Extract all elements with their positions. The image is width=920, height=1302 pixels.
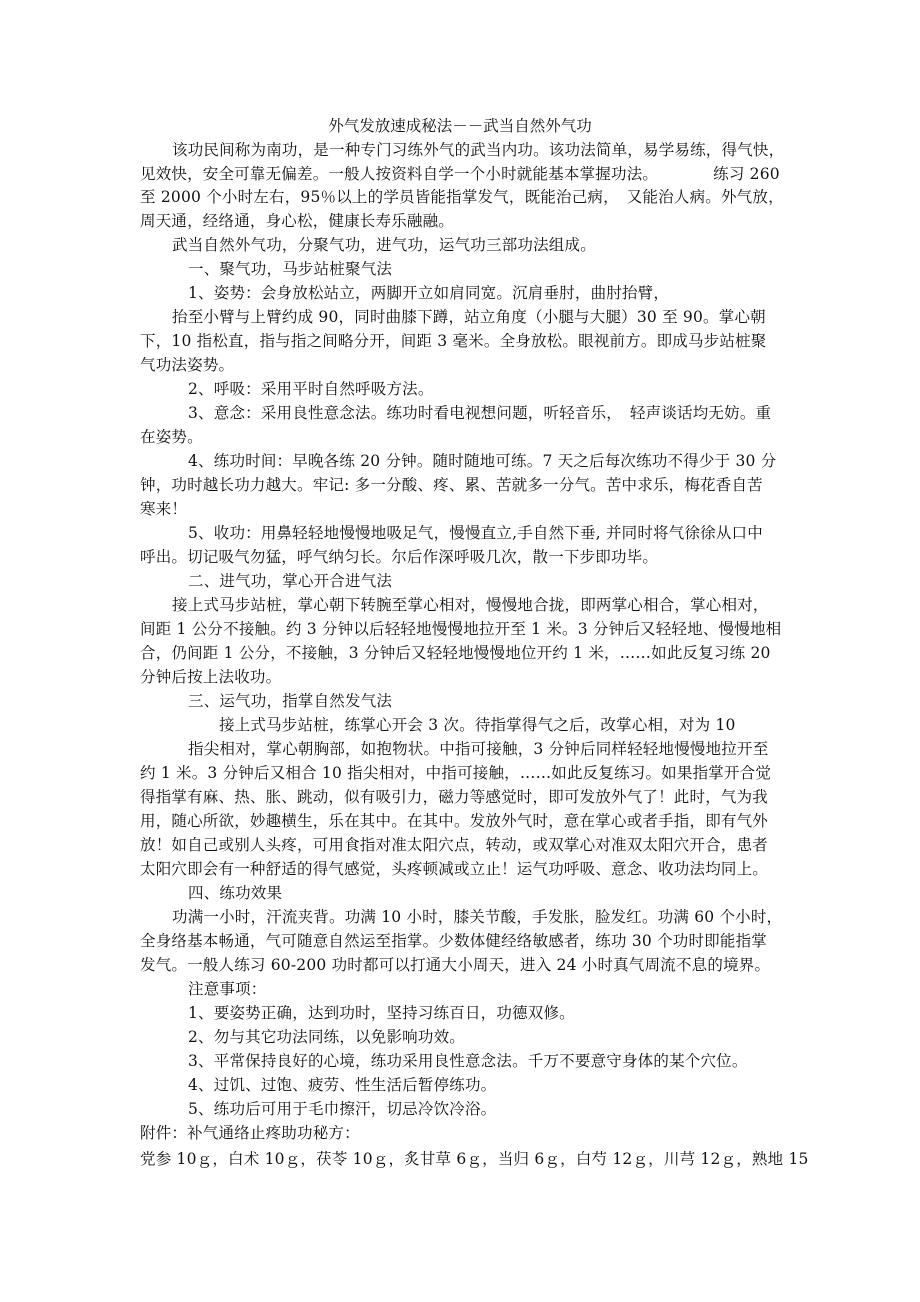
paragraph-line: 见效快，安全可靠无偏差。一般人按资料自学一个小时就能基本掌握功法。 练习 260 <box>140 165 780 183</box>
list-item: 1、要姿势正确，达到功时，坚持习练百日，功德双修。 <box>188 1004 575 1022</box>
paragraph-line: 接上式马步站桩，练掌心开会 3 次。待指掌得气之后，改掌心相，对为 10 <box>219 716 736 734</box>
paragraph-line: 接上式马步站桩，掌心朝下转腕至掌心相对，慢慢地合拢，即两掌心相合，掌心相对， <box>172 596 769 614</box>
paragraph-line: 寒来！ <box>140 500 188 518</box>
paragraph-line: 3、意念：采用良性意念法。练功时看电视想问题，听轻音乐， 轻声谈话均无妨。重 <box>188 404 772 422</box>
paragraph-line: 党参 10ｇ，白术 10ｇ，茯苓 10ｇ，炙甘草 6ｇ，当归 6ｇ，白芍 12ｇ，川芎 12ｇ，熟地 15 <box>140 1150 809 1168</box>
paragraph-line: 用，随心所欲，妙趣横生，乐在其中。在其中。发放外气时，意在掌心或者手指，即有气外 <box>140 812 769 830</box>
appendix-heading: 附件：补气通络止疼助功秘方： <box>140 1124 360 1142</box>
paragraph-line: 指尖相对，掌心朝胸部，如抱物状。中指可接触，3 分钟后同样轻轻地慢慢地拉开至 <box>188 740 769 758</box>
list-item: 3、平常保持良好的心境，练功采用良性意念法。千万不要意守身体的某个穴位。 <box>188 1052 748 1070</box>
paragraph-line: 1、姿势：会身放松站立，两脚开立如肩同宽。沉肩垂肘，曲肘抬臂， <box>188 284 670 302</box>
paragraph-line: 发气。一般人练习 60-200 功时都可以打通大小周天，进入 24 小时真气周流不息的境界。 <box>140 956 771 974</box>
paragraph-line: 5、收功：用鼻轻轻地慢慢地吸足气，慢慢直立,手自然下垂, 并同时将气徐徐从口中 <box>188 524 763 542</box>
paragraph-line: 太阳穴即会有一种舒适的得气感觉，头疼顿减或立止！运气功呼吸、意念、收功法均同上。 <box>140 860 769 878</box>
paragraph-line: 武当自然外气功，分聚气功，进气功，运气功三部功法组成。 <box>172 236 596 254</box>
section-heading: 四、练功效果 <box>188 884 283 902</box>
paragraph-line: 该功民间称为南功，是一种专门习练外气的武当内功。该功法简单，易学易练，得气快， <box>172 141 785 159</box>
paragraph-line: 在姿势。 <box>140 428 203 446</box>
list-item: 2、勿与其它功法同练，以免影响功效。 <box>188 1028 465 1046</box>
paragraph-line: 钟，功时越长功力越大。牢记: 多一分酸、疼、累、苦就多一分气。苦中求乐，梅花香自苦 <box>140 476 763 494</box>
paragraph-line: 下，10 指松直，指与指之间略分开，间距 3 毫米。全身放松。眼视前方。即成马步站桩聚 <box>140 332 767 350</box>
paragraph-line: 全身络基本畅通，气可随意自然运至指掌。少数体健经络敏感者，练功 30 个功时即能指掌 <box>140 932 767 950</box>
document-title: 外气发放速成秘法－－武当自然外气功 <box>328 117 592 135</box>
paragraph-line: 4、练功时间：早晚各练 20 分钟。随时随地可练。7 天之后每次练功不得少于 30 分 <box>188 452 777 470</box>
section-heading: 三、运气功，指掌自然发气法 <box>188 692 393 710</box>
section-heading: 注意事项： <box>188 980 267 998</box>
paragraph-line: 功满一小时，汗流夹背。功满 10 小时，膝关节酸，手发胀，脸发红。功满 60 个小时， <box>172 908 783 926</box>
paragraph-line: 放！如自己或别人头疼，可用食指对准太阳穴点，转动，或双掌心对准双太阳穴开合，患者 <box>140 836 769 854</box>
section-heading: 二、进气功，掌心开合进气法 <box>188 572 393 590</box>
paragraph-line: 2、呼吸：采用平时自然呼吸方法。 <box>188 380 434 398</box>
paragraph-line: 合，仍间距 1 公分，不接触，3 分钟后又轻轻地慢慢地位开约 1 米，……如此反复习练 20 <box>140 644 771 662</box>
paragraph-line: 周天通，经络通，身心松，健康长寿乐融融。 <box>140 212 455 230</box>
section-heading: 一、聚气功，马步站桩聚气法 <box>188 260 393 278</box>
paragraph-line: 抬至小臂与上臂约成 90，同时曲膝下蹲，站立角度（小腿与大腿）30 至 90。掌心朝 <box>172 308 766 326</box>
paragraph-line: 气功法姿势。 <box>140 356 235 374</box>
paragraph-line: 呼出。切记吸气勿猛，呼气纳匀长。尔后作深呼吸几次，散一下步即功毕。 <box>140 548 659 566</box>
paragraph-line: 分钟后按上法收功。 <box>140 668 282 686</box>
paragraph-line: 得指掌有麻、热、胀、跳动，似有吸引力，磁力等感觉时，即可发放外气了！此时，气为我 <box>140 788 769 806</box>
paragraph-line: 约 1 米。3 分钟后又相合 10 指尖相对，中指可接触，……如此反复练习。如果指掌开合觉 <box>140 764 772 782</box>
paragraph-line: 间距 1 公分不接触。约 3 分钟以后轻轻地慢慢地拉开至 1 米。3 分钟后又轻轻地、慢慢地相 <box>140 620 782 638</box>
list-item: 5、练功后可用于毛巾擦汗，切忌冷饮冷浴。 <box>188 1100 497 1118</box>
list-item: 4、过饥、过饱、疲劳、性生活后暂停练功。 <box>188 1076 497 1094</box>
paragraph-line: 至 2000 个小时左右，95％以上的学员皆能指掌发气，既能治己病， 又能治人病。外气放， <box>140 188 784 206</box>
